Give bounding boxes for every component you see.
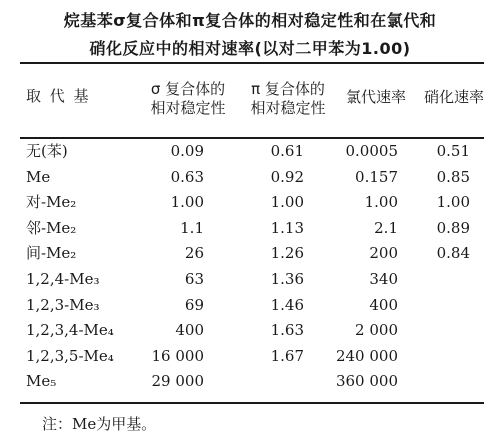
cell-nitration	[418, 268, 470, 290]
cell-substituent: 1,2,3-Me₃	[26, 295, 100, 314]
cell-substituent: 对-Me₂	[26, 193, 77, 212]
header-rule	[20, 137, 484, 139]
cell-sigma: 63	[184, 270, 204, 288]
header-nitration: 硝化速率	[423, 88, 484, 106]
cell-sigma: 400	[175, 321, 204, 340]
cell-sigma: 1.1	[180, 218, 204, 237]
cell-pi	[236, 370, 304, 392]
cell-sigma: 0.09	[170, 142, 204, 160]
header-pi	[238, 80, 338, 118]
cell-nitration	[418, 294, 470, 316]
cell-nitration	[418, 345, 470, 367]
cell-substituent: Me	[26, 167, 51, 186]
header-pi-line2: 相对稳定性	[250, 99, 326, 117]
cell-pi: 0.61	[270, 142, 304, 160]
cell-pi: 1.00	[270, 193, 304, 212]
cell-chlorination: 0.0005	[345, 142, 398, 160]
header-substituent: 取 代 基	[26, 87, 91, 105]
header-sigma	[138, 80, 238, 118]
cell-substituent: Me₅	[26, 372, 57, 391]
header-pi-line1: π 复合体的	[251, 80, 325, 98]
table-title-line1: 烷基苯σ复合体和π复合体的相对稳定性和在氯代和	[63, 11, 437, 30]
cell-chlorination: 240 000	[335, 346, 398, 365]
cell-nitration: 0.89	[436, 218, 470, 237]
cell-sigma: 16 000	[151, 346, 204, 365]
bottom-rule	[20, 402, 484, 404]
cell-sigma: 0.63	[170, 167, 204, 186]
cell-substituent: 1,2,4-Me₃	[26, 270, 100, 288]
cell-sigma: 69	[184, 295, 204, 314]
cell-chlorination: 400	[369, 295, 398, 314]
top-rule	[20, 62, 484, 64]
header-chlorination: 氯代速率	[345, 88, 406, 106]
cell-substituent: 邻-Me₂	[26, 218, 77, 237]
cell-pi: 1.46	[270, 295, 304, 314]
cell-sigma: 26	[184, 244, 204, 263]
cell-substituent: 无(苯)	[26, 142, 68, 160]
cell-chlorination: 0.157	[355, 167, 398, 186]
cell-chlorination: 2.1	[374, 218, 398, 237]
cell-substituent: 1,2,3,4-Me₄	[26, 321, 114, 340]
cell-pi: 1.36	[270, 270, 304, 288]
cell-chlorination: 340	[369, 270, 398, 288]
footnote: 注：Me为甲基。	[42, 415, 157, 433]
header-sigma-line2: 相对稳定性	[150, 99, 226, 117]
cell-nitration: 0.85	[436, 167, 470, 186]
cell-pi: 1.67	[270, 346, 304, 365]
cell-nitration	[418, 370, 470, 392]
header-sigma-line1: σ 复合体的	[150, 80, 226, 98]
cell-chlorination: 1.00	[364, 193, 398, 212]
cell-nitration: 0.51	[436, 142, 470, 160]
cell-substituent: 1,2,3,5-Me₄	[26, 346, 114, 365]
cell-pi: 1.13	[270, 218, 304, 237]
cell-nitration: 1.00	[436, 193, 470, 212]
cell-chlorination: 200	[369, 244, 398, 263]
cell-chlorination: 2 000	[355, 321, 398, 340]
cell-pi: 1.63	[270, 321, 304, 340]
cell-substituent: 间-Me₂	[26, 244, 77, 263]
cell-chlorination: 360 000	[335, 372, 398, 391]
cell-sigma: 29 000	[151, 372, 204, 391]
cell-sigma: 1.00	[170, 193, 204, 212]
cell-pi: 0.92	[270, 167, 304, 186]
cell-nitration	[418, 319, 470, 341]
table-title-line2: 硝化反应中的相对速率(以对二甲苯为1.00)	[89, 39, 411, 58]
cell-pi: 1.26	[270, 244, 304, 263]
cell-nitration: 0.84	[436, 244, 470, 263]
